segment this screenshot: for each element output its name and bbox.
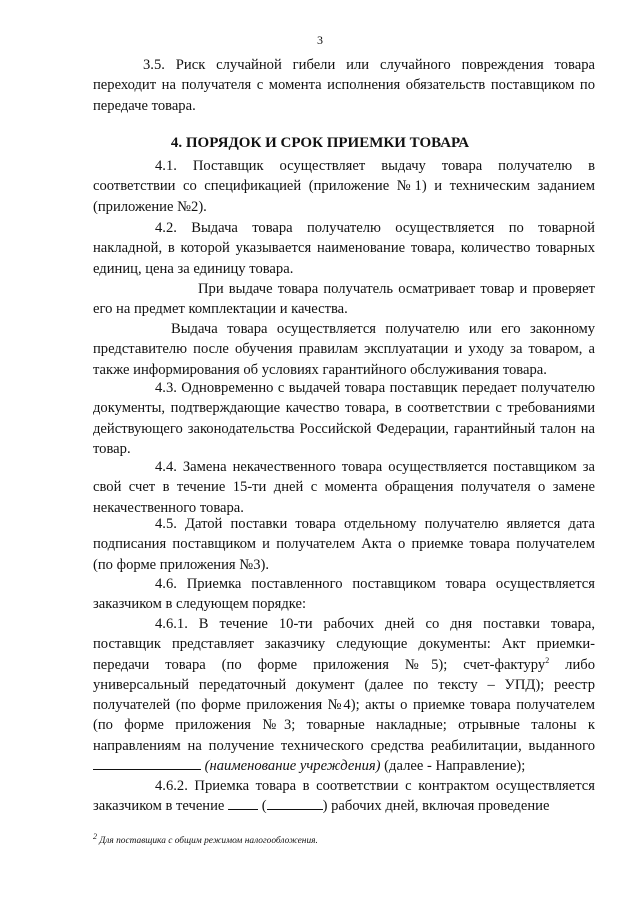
paragraph-4-2-delivery: Выдача товара осуществляется получателю или его законному представителю после обучения правилам эксплуатации и уходу за товаром, а также информирования об условиях гарантийного обслуживания товара. <box>93 321 595 378</box>
paragraph-4-2: 4.2. Выдача товара получателю осуществляется по товарной накладной, в которой указывается наименование товара, количество товарных единиц, цена за единицу товара. <box>93 220 595 277</box>
paragraph-4-1: 4.1. Поставщик осуществляет выдачу товара получателю в соответствии со спецификацией (приложение №1) и техническим заданием (приложение №2). <box>93 158 595 215</box>
page-number: 3 <box>317 33 323 47</box>
days-number-blank <box>228 797 258 810</box>
paragraph-4-6-1-continued: либо универсальный передаточный документ (далее по тексту – УПД); реестр получателей (по форме приложения №4); акты о приемке товара получателем (по форме приложения №3; товарные накладные; отрывные талоны к направлениям на получение технического средства реабилитации, выданного <box>93 656 595 754</box>
paragraph-4-6: 4.6. Приемка поставленного поставщиком товара осуществляется заказчиком в следующем порядке: <box>93 576 595 613</box>
paragraph-4-6-2-end: ) рабочих дней, включая проведение <box>322 798 550 815</box>
footnote <box>93 831 593 846</box>
institution-blank <box>93 757 201 770</box>
paragraph-4-4: 4.4. Замена некачественного товара осуществляется поставщиком за свой счет в течение 15-ти дней с момента обращения получателя о замене некачественного товара. <box>93 459 595 516</box>
paragraph-4-6-1 <box>93 614 595 776</box>
days-words-blank <box>267 797 323 810</box>
footnote-reference: 2 <box>545 655 550 665</box>
footnote-number: 2 <box>93 831 97 841</box>
paragraph-4-6-2-text: 4.6.2. Приемка товара в соответствии с контрактом осуществляется заказчиком в течение <box>93 778 595 815</box>
paragraph-4-2-inspection: При выдаче товара получатель осматривает товар и проверяет его на предмет комплектации и качества. <box>93 281 595 318</box>
institution-hint: (наименование учреждения) <box>204 758 381 775</box>
paragraph-3-5: 3.5. Риск случайной гибели или случайного повреждения товара переходит на получателя с момента исполнения обязательств поставщиком по передаче товара. <box>93 57 595 114</box>
paragraph-4-6-2 <box>93 776 595 817</box>
paragraph-4-5: 4.5. Датой поставки товара отдельному получателю является дата подписания поставщиком и получателем Акта о приемке товара получателем (по форме приложения №3). <box>93 516 595 573</box>
paren-open: ( <box>261 798 267 815</box>
section-title: 4. ПОРЯДОК И СРОК ПРИЕМКИ ТОВАРА <box>170 135 470 151</box>
paragraph-4-6-1-text: 4.6.1. В течение 10-ти рабочих дней со дня поставки товара, поставщик представляет заказчику следующие документы: Акт приемки-передачи товара (по форме приложения №5); счет-фактуру <box>93 616 595 673</box>
paragraph-4-3: 4.3. Одновременно с выдачей товара поставщик передает получателю документы, подтверждающие качество товара, в соответствии с требованиями действующего законодательства Российской Федерации, гарантийный талон на товар. <box>93 380 595 457</box>
footnote-text: Для поставщика с общим режимом налогообложения. <box>99 836 318 846</box>
paragraph-4-6-1-end: (далее - Направление); <box>384 758 526 775</box>
